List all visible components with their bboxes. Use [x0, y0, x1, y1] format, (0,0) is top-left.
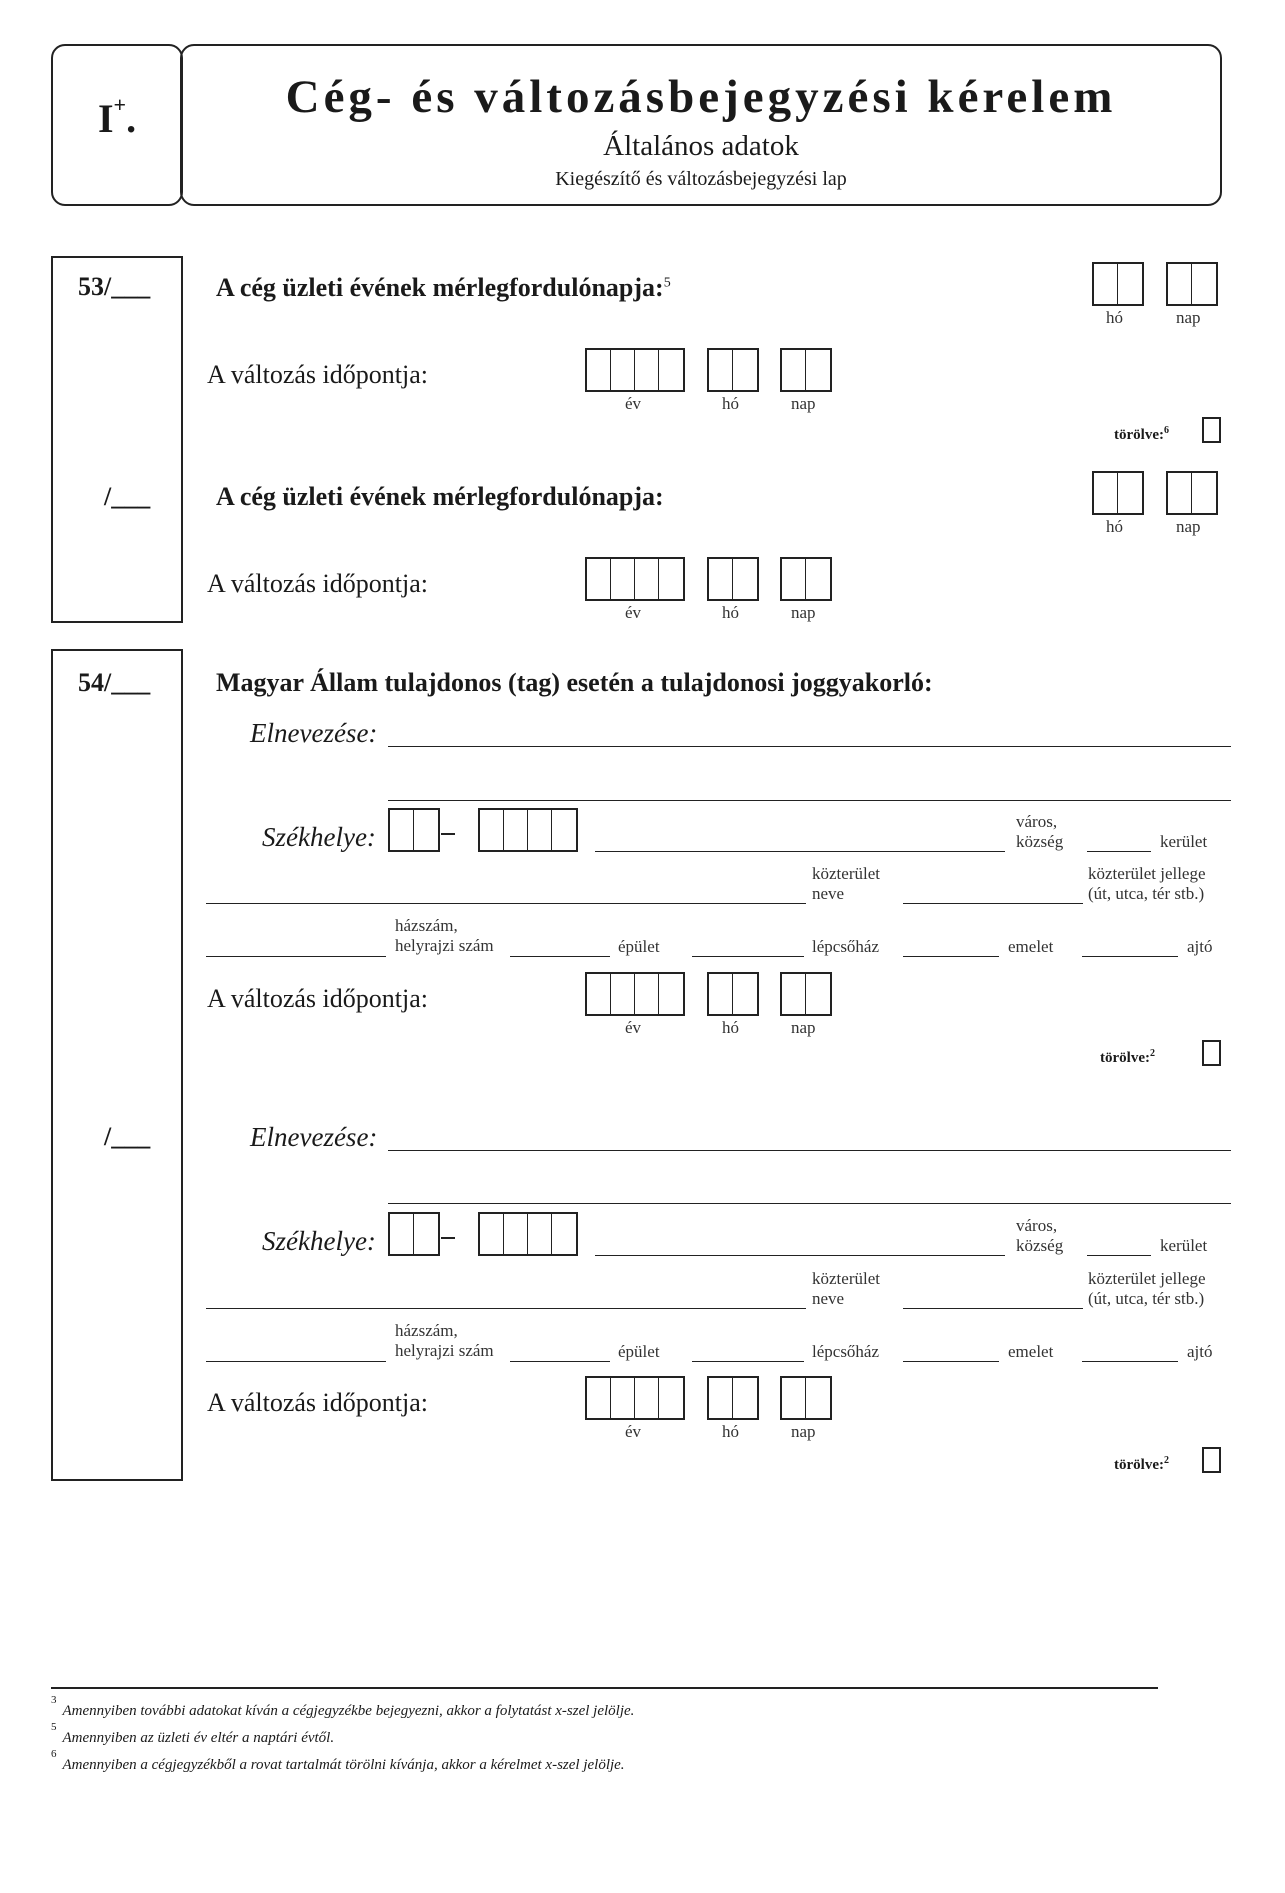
sec54-zip-boxes-2[interactable] [478, 808, 578, 852]
sec53-change-date-label: A változás időpontja: [207, 360, 428, 389]
sec53-change-month-boxes[interactable] [707, 348, 759, 392]
footnote: $^5$Amennyiben az üzleti év eltér a naptári évtől. [51, 1721, 335, 1746]
sec53-change-day-boxes[interactable] [780, 348, 832, 392]
day-caption: nap [791, 603, 816, 622]
sec54-building-field-2[interactable] [510, 1361, 610, 1362]
month-caption: hó [722, 394, 739, 413]
street-name-caption: közterület neve [812, 1269, 880, 1308]
footnote: $^3$Amennyiben további adatokat kíván a cégjegyzékbe bejegyezni, akkor a folytatást x-szel jelölje. [51, 1694, 635, 1719]
stair-caption: lépcsőház [812, 1342, 880, 1361]
year-caption: év [625, 1018, 642, 1037]
page-code: I+. [97, 91, 137, 141]
sec53-change-day-boxes-2[interactable] [780, 557, 832, 601]
district-caption: kerület [1160, 1236, 1208, 1255]
sec54-deleted-checkbox[interactable] [1202, 1040, 1221, 1066]
sec53-change-month-boxes-2[interactable] [707, 557, 759, 601]
sec54-street-type-field-2[interactable] [903, 1308, 1083, 1309]
month-caption: hó [1106, 308, 1123, 327]
house-number-caption: házszám, helyrajzi szám [395, 916, 494, 955]
sec54-change-year-boxes-2[interactable] [585, 1376, 685, 1420]
sec53-row-number-2: /___ [104, 482, 151, 511]
sec54-name-field-2[interactable] [388, 1150, 1231, 1151]
sec54-street-name-field-2[interactable] [206, 1308, 806, 1309]
street-type-caption: közterület jellege (út, utca, tér stb.) [1088, 1269, 1206, 1308]
sec54-name-field-line2[interactable] [388, 800, 1231, 801]
floor-caption: emelet [1008, 1342, 1054, 1361]
building-caption: épület [618, 937, 660, 956]
month-caption: hó [722, 1018, 739, 1037]
form-subsubtitle: Kiegészítő és változásbejegyzési lap [555, 168, 847, 190]
sec54-deleted-checkbox-2[interactable] [1202, 1447, 1221, 1473]
sec54-zip-boxes-2-b[interactable] [478, 1212, 578, 1256]
sec54-row-number-2: /___ [104, 1122, 151, 1151]
district-caption: kerület [1160, 832, 1208, 851]
sec54-floor-field[interactable] [903, 956, 999, 957]
sec54-name-label: Elnevezése: [250, 718, 378, 748]
sec54-street-type-field[interactable] [903, 903, 1083, 904]
sec53-heading-2: A cég üzleti évének mérlegfordulónapja: [216, 482, 664, 511]
sec54-seat-label: Székhelye: [262, 822, 376, 852]
year-caption: év [625, 1422, 642, 1441]
sec54-deleted-label: törölve:$^2$ [1100, 1048, 1155, 1066]
sec54-stair-field[interactable] [692, 956, 804, 957]
sec54-floor-field-2[interactable] [903, 1361, 999, 1362]
form-title: Cég- és változásbejegyzési kérelem [285, 71, 1117, 123]
sec54-district-field-2[interactable] [1087, 1255, 1151, 1256]
sec54-deleted-label-2: törölve:$^2$ [1114, 1455, 1169, 1473]
sec54-change-date-label-2: A változás időpontja: [207, 1388, 428, 1417]
building-caption: épület [618, 1342, 660, 1361]
day-caption: nap [1176, 308, 1201, 327]
month-caption: hó [722, 1422, 739, 1441]
day-caption: nap [1176, 517, 1201, 536]
sec54-city-field[interactable] [595, 851, 1005, 852]
sec54-city-field-2[interactable] [595, 1255, 1005, 1256]
sec53-number-column [51, 256, 183, 623]
day-caption: nap [791, 394, 816, 413]
sec54-seat-label-2: Székhelye: [262, 1226, 376, 1256]
sec54-heading: Magyar Állam tulajdonos (tag) esetén a tulajdonosi joggyakorló: [216, 668, 933, 697]
sec54-stair-field-2[interactable] [692, 1361, 804, 1362]
footnote-rule [51, 1687, 1158, 1689]
city-caption: város, község [1016, 1216, 1064, 1255]
zip-dash [441, 833, 455, 835]
sec54-number-column [51, 649, 183, 1481]
month-caption: hó [722, 603, 739, 622]
sec53-change-date-label-2: A változás időpontja: [207, 569, 428, 598]
sec54-name-field-2-line2[interactable] [388, 1203, 1231, 1204]
day-caption: nap [791, 1018, 816, 1037]
sec54-door-field[interactable] [1082, 956, 1178, 957]
form-subtitle: Általános adatok [603, 130, 799, 162]
sec54-name-field[interactable] [388, 746, 1231, 747]
day-caption: nap [791, 1422, 816, 1441]
sec54-house-number-field[interactable] [206, 956, 386, 957]
door-caption: ajtó [1187, 1342, 1213, 1361]
sec53-deleted-checkbox[interactable] [1202, 417, 1221, 443]
sec54-change-day-boxes-2[interactable] [780, 1376, 832, 1420]
sec54-change-year-boxes[interactable] [585, 972, 685, 1016]
floor-caption: emelet [1008, 937, 1054, 956]
street-type-caption: közterület jellege (út, utca, tér stb.) [1088, 864, 1206, 903]
month-caption: hó [1106, 517, 1123, 536]
sec53-balance-day-boxes-2[interactable] [1166, 471, 1218, 515]
sec54-zip-boxes-1-b[interactable] [388, 1212, 440, 1256]
sec53-balance-month-boxes[interactable] [1092, 262, 1144, 306]
sec53-balance-month-boxes-2[interactable] [1092, 471, 1144, 515]
sec54-name-label-2: Elnevezése: [250, 1122, 378, 1152]
sec54-row-number: 54/___ [78, 668, 151, 697]
sec53-change-year-boxes-2[interactable] [585, 557, 685, 601]
sec54-change-month-boxes[interactable] [707, 972, 759, 1016]
sec54-change-month-boxes-2[interactable] [707, 1376, 759, 1420]
sec54-building-field[interactable] [510, 956, 610, 957]
sec53-heading: A cég üzleti évének mérlegfordulónapja:$^5$ [216, 273, 671, 302]
sec54-zip-boxes-1[interactable] [388, 808, 440, 852]
house-number-caption: házszám, helyrajzi szám [395, 1321, 494, 1360]
street-name-caption: közterület neve [812, 864, 880, 903]
sec53-deleted-label: törölve:$^6$ [1114, 425, 1169, 443]
city-caption: város, község [1016, 812, 1064, 851]
sec54-change-day-boxes[interactable] [780, 972, 832, 1016]
door-caption: ajtó [1187, 937, 1213, 956]
sec54-district-field[interactable] [1087, 851, 1151, 852]
zip-dash [441, 1237, 455, 1239]
year-caption: év [625, 394, 642, 413]
sec54-change-date-label: A változás időpontja: [207, 984, 428, 1013]
stair-caption: lépcsőház [812, 937, 880, 956]
sec54-door-field-2[interactable] [1082, 1361, 1178, 1362]
sec54-street-name-field[interactable] [206, 903, 806, 904]
year-caption: év [625, 603, 642, 622]
sec53-row-number: 53/___ [78, 272, 151, 301]
sec54-house-number-field-2[interactable] [206, 1361, 386, 1362]
sec53-balance-day-boxes[interactable] [1166, 262, 1218, 306]
sec53-change-year-boxes[interactable] [585, 348, 685, 392]
footnote: $^6$Amennyiben a cégjegyzékből a rovat tartalmát törölni kívánja, akkor a kérelmet x-szel jelölje. [51, 1748, 625, 1773]
